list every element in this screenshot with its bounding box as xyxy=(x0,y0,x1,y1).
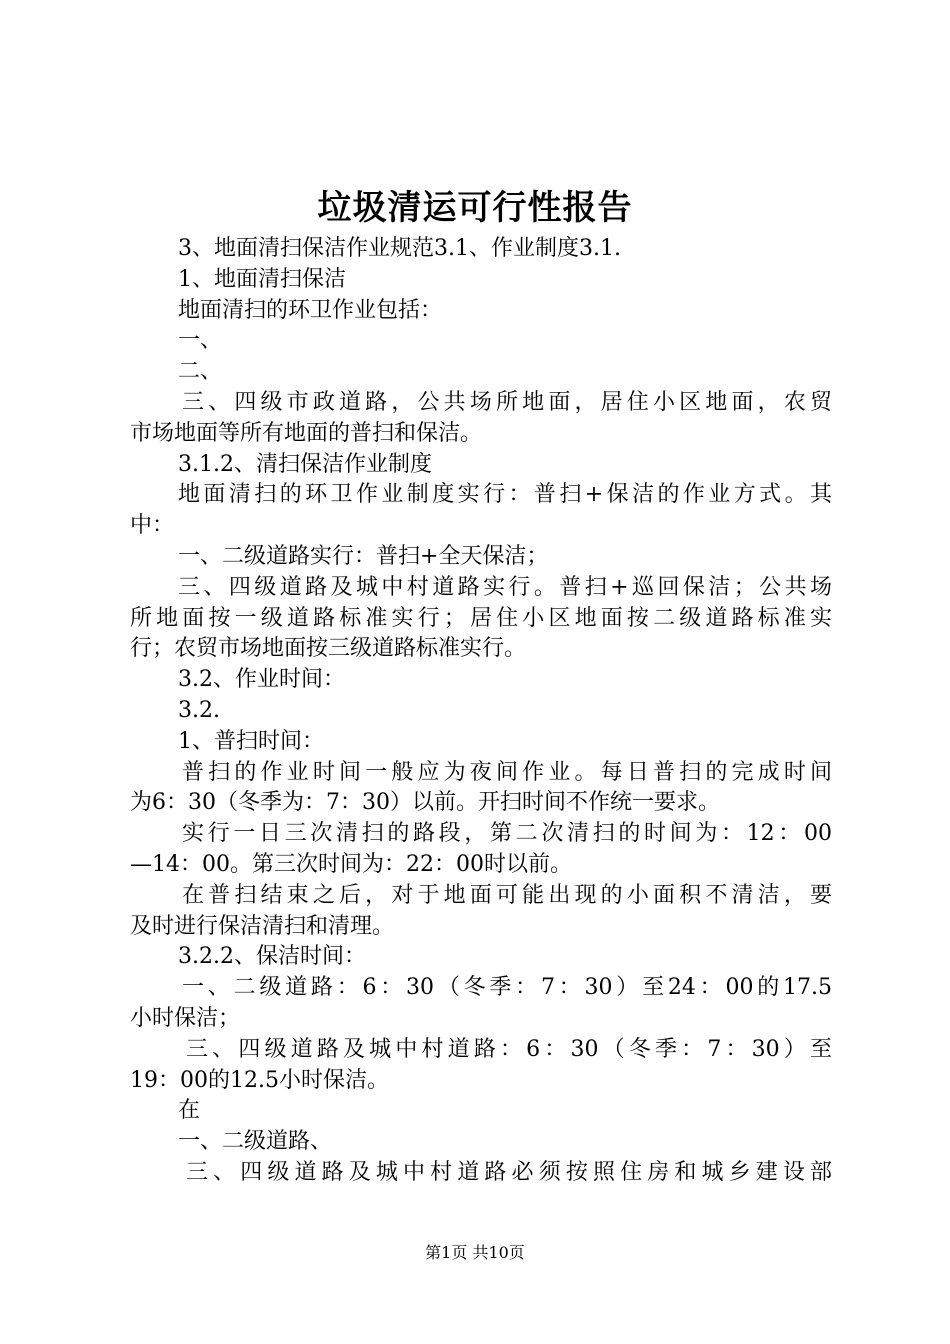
body-line: 19：00的12.5小时保洁。 xyxy=(130,1067,389,1093)
body-line: 3.2、作业时间： xyxy=(178,667,345,693)
body-line: 1、地面清扫保洁 xyxy=(178,266,346,292)
document-title: 垃圾清运可行性报告 xyxy=(317,188,633,228)
body-line: 为6：30（冬季为：7：30）以前。开扫时间不作统一要求。 xyxy=(130,790,720,816)
body-line: 1、普扫时间： xyxy=(178,728,324,754)
body-line: 一、二级道路、 xyxy=(178,1129,333,1155)
body-line: 在 xyxy=(178,1098,201,1124)
body-line: 地面清扫的环卫作业制度实行：普扫+保洁的作业方式。其 xyxy=(178,482,832,508)
body-line: 中： xyxy=(130,513,175,539)
body-line: 行；农贸市场地面按三级道路标准实行。 xyxy=(130,636,527,662)
body-line: 普扫的作业时间一般应为夜间作业。每日普扫的完成时间 xyxy=(182,759,832,785)
body-line: 二、 xyxy=(178,359,223,385)
body-line: 及时进行保洁清扫和清理。 xyxy=(130,913,395,939)
body-line: 一、二级道路实行：普扫+全天保洁； xyxy=(178,543,549,569)
body-line: 实行一日三次清扫的路段，第二次清扫的时间为：12：00 xyxy=(182,821,832,847)
body-line: 三、四级道路及城中村道路：6：30（冬季：7：30）至 xyxy=(186,1036,832,1062)
body-line: —14：00。第三次时间为：22：00时以前。 xyxy=(130,851,572,877)
body-line: 所地面按一级道路标准实行；居住小区地面按二级道路标准实 xyxy=(130,605,832,631)
body-line: 市场地面等所有地面的普扫和保洁。 xyxy=(130,420,483,446)
body-line: 三、四级市政道路，公共场所地面，居住小区地面，农贸 xyxy=(182,389,832,415)
body-line: 三、四级道路及城中村道路必须按照住房和城乡建设部 xyxy=(186,1159,832,1185)
body-line: 一、 xyxy=(178,328,223,354)
page-number-footer: 第1页 共10页 xyxy=(425,1243,525,1262)
body-line: 小时保洁； xyxy=(130,1005,241,1031)
body-line: 三、四级道路及城中村道路实行。普扫+巡回保洁；公共场 xyxy=(178,574,832,600)
body-line: 在普扫结束之后，对于地面可能出现的小面积不清洁，要 xyxy=(182,882,832,908)
body-line: 一、二级道路：6：30（冬季：7：30）至24：00的17.5 xyxy=(182,975,832,1001)
body-line: 3.2. xyxy=(178,697,220,723)
body-line: 3.2.2、保洁时间： xyxy=(178,944,366,970)
body-line: 3、地面清扫保洁作业规范3.1、作业制度3.1. xyxy=(178,236,621,261)
document-body xyxy=(130,234,832,1189)
body-line: 3.1.2、清扫保洁作业制度 xyxy=(178,451,432,477)
body-line: 地面清扫的环卫作业包括： xyxy=(178,297,443,323)
